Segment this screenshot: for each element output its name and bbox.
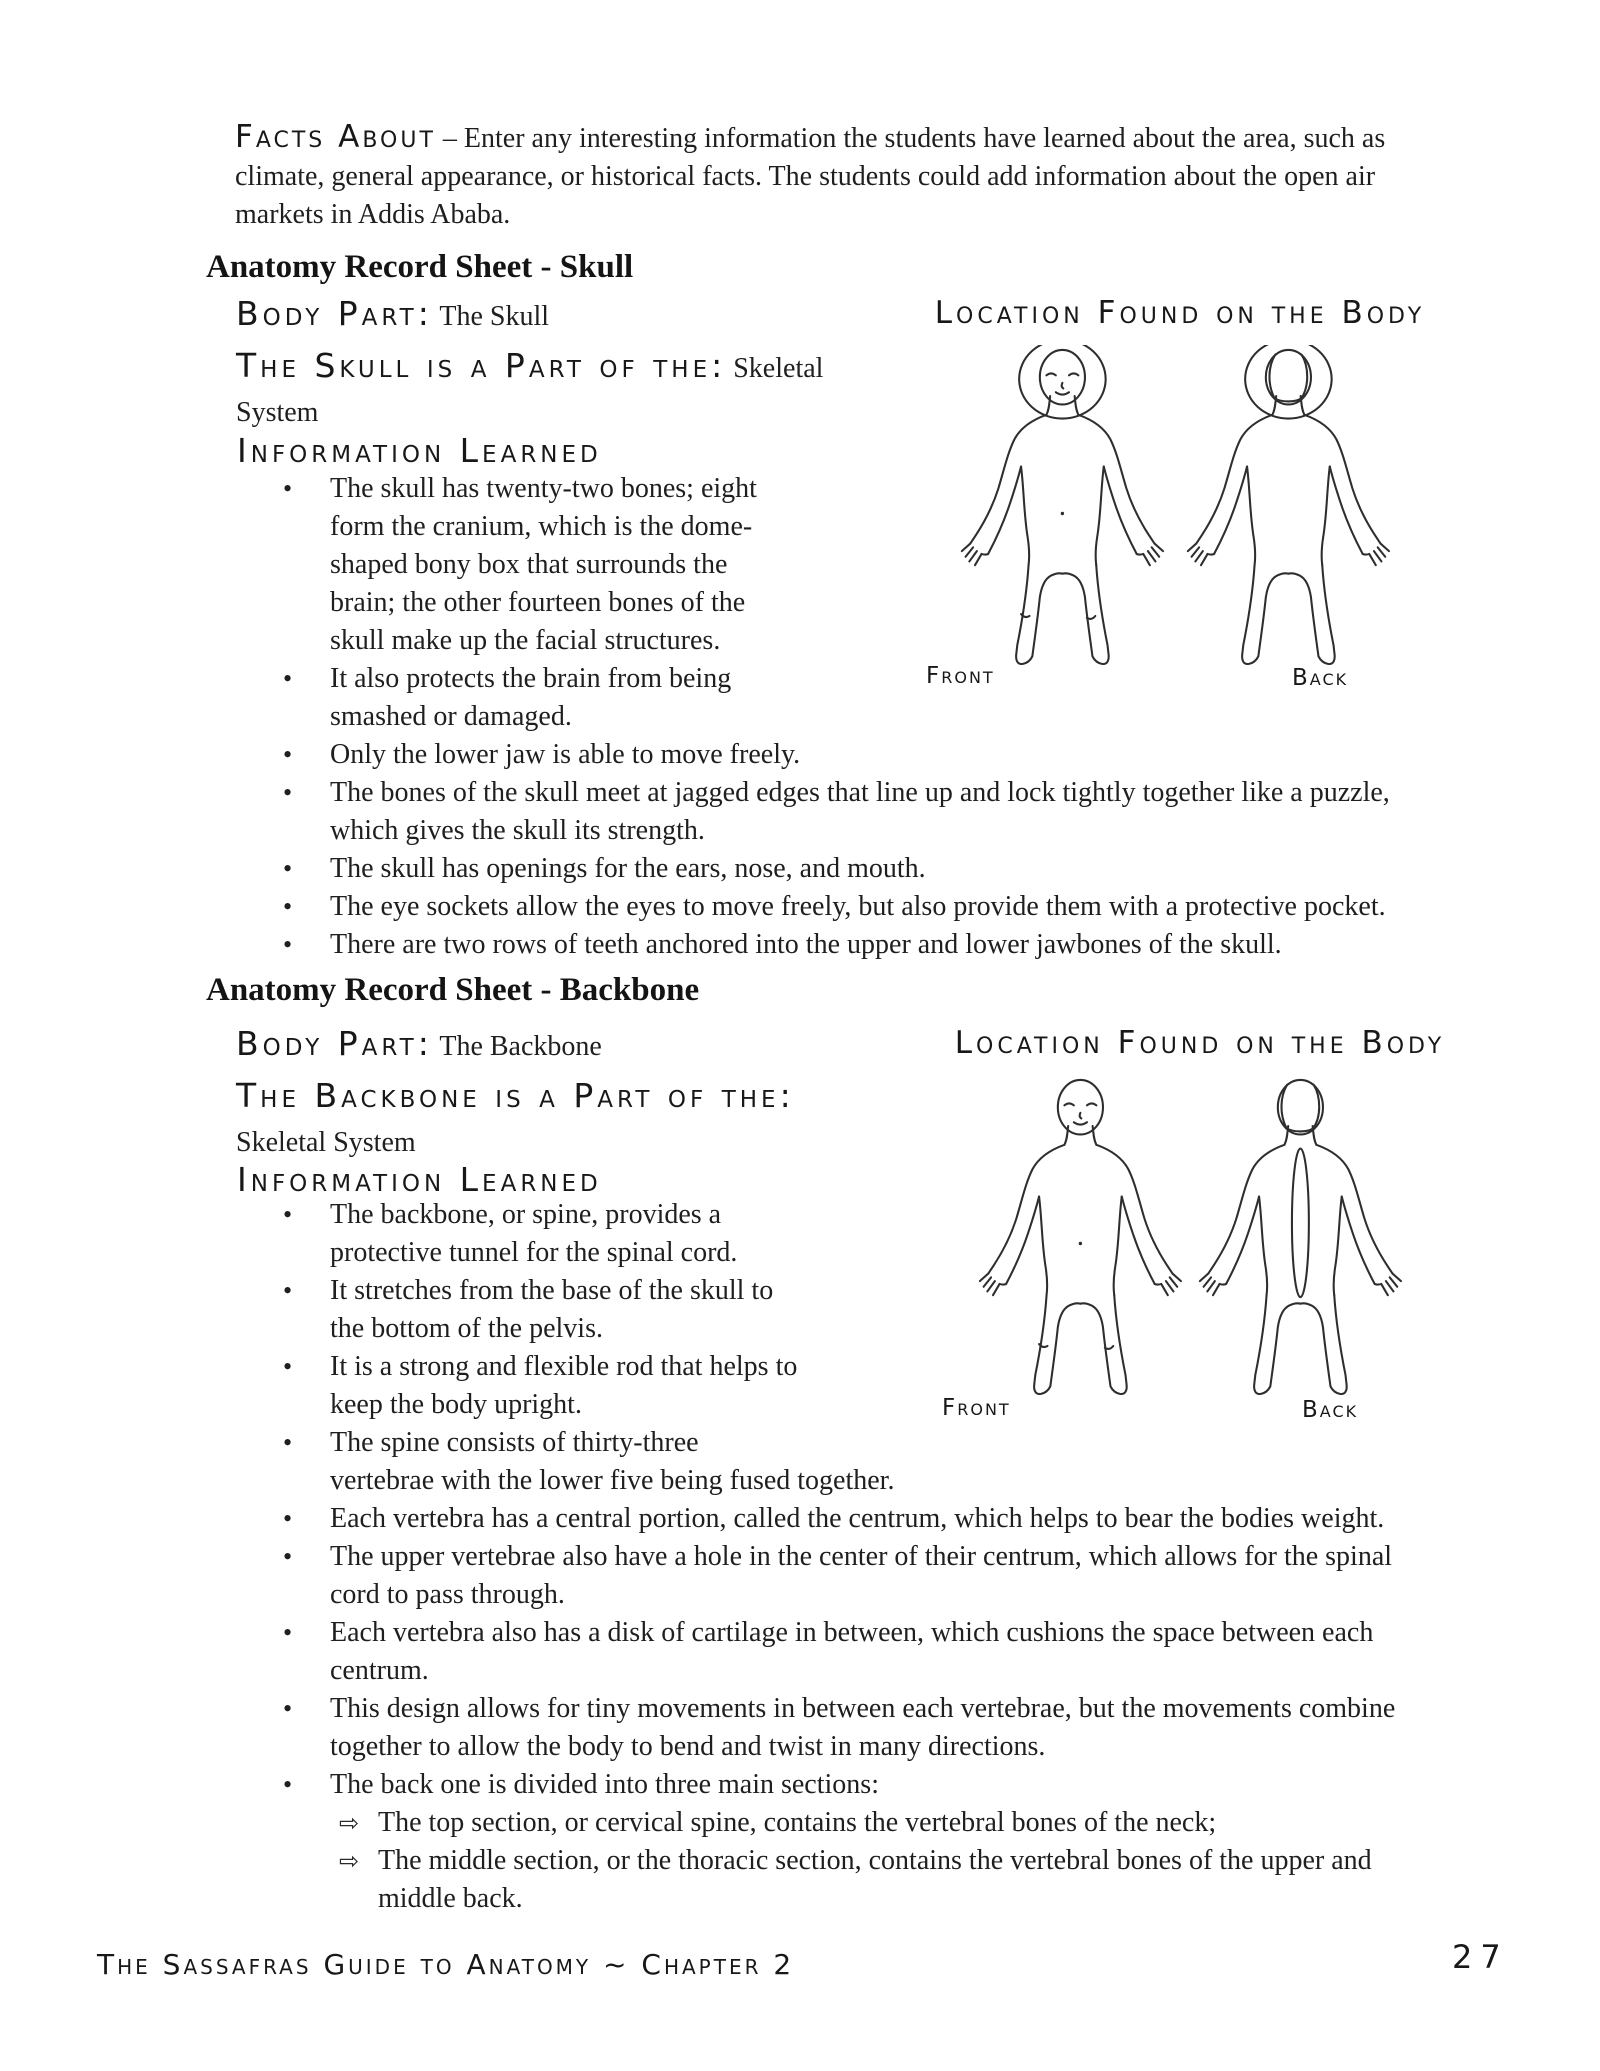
body-front-figure (962, 345, 1163, 664)
body-back-figure (1200, 1080, 1401, 1394)
bullet-icon: • (283, 1770, 293, 1799)
body-outline-drawing (880, 345, 1480, 685)
body-part-line (236, 294, 549, 333)
section-heading-backbone: Anatomy Record Sheet - Backbone (206, 972, 700, 1008)
skull-location-figure (880, 295, 1480, 715)
part-of-label: The Skull is a Part of the: (236, 346, 727, 385)
list-item: • Only the lower jaw is able to move freely. (283, 736, 1563, 774)
bullet-icon: • (283, 778, 293, 807)
list-item: • The eye sockets allow the eyes to move freely, but also provide them with a protective pocket. (283, 888, 1563, 926)
list-item: • The upper vertebrae also have a hole in the center of their centrum, which allows for the spinal cord to pass through. (283, 1538, 1563, 1614)
facts-about-paragraph (235, 118, 1475, 234)
list-item: • The back one is divided into three main sections: (283, 1766, 1563, 1804)
facts-line: markets in Addis Ababa. (235, 199, 511, 230)
skull-highlight-circle (1245, 345, 1331, 419)
part-of-label: The Backbone is a Part of the: (236, 1076, 795, 1115)
list-item: • The spine consists of thirty-three vertebrae with the lower five being fused together. (283, 1424, 1563, 1500)
list-item: • Each vertebra also has a disk of cartilage in between, which cushions the space between each centrum. (283, 1614, 1563, 1690)
list-item: • This design allows for tiny movements in between each vertebrae, but the movements combine together to allow the body to bend and twist in many directions. (283, 1690, 1563, 1766)
sub-list-item: ⇨ The middle section, or the thoracic section, contains the vertebral bones of the upper and middle back. (339, 1842, 1563, 1918)
back-label: Back (1302, 1397, 1359, 1423)
list-item: • It also protects the brain from being smashed or damaged. (283, 660, 1563, 736)
body-part-label: Body Part: (236, 1024, 433, 1063)
arrow-bullet-icon: ⇨ (339, 1809, 360, 1837)
body-part-label: Body Part: (236, 294, 433, 333)
facts-line (235, 118, 1475, 158)
figure-title: Location Found on the Body (934, 295, 1426, 331)
body-outline-drawing (900, 1075, 1500, 1415)
list-item: • The bones of the skull meet at jagged edges that line up and lock tightly together like a puzzle, which gives the skull its strength. (283, 774, 1563, 850)
body-back-figure (1188, 345, 1389, 664)
part-of-value: Skeletal (733, 353, 824, 384)
bullet-icon: • (283, 1618, 293, 1647)
spine-highlight (1292, 1149, 1309, 1298)
list-item: • It stretches from the base of the skull to the bottom of the pelvis. (283, 1272, 1563, 1348)
page-number: 27 (1452, 1938, 1509, 1976)
part-of-heading (236, 344, 823, 435)
information-learned-heading: Information Learned (237, 1160, 602, 1199)
body-part-value: The Skull (439, 301, 550, 332)
bullet-icon: • (283, 1542, 293, 1571)
bullet-icon: • (283, 1200, 293, 1229)
bullet-icon: • (283, 1276, 293, 1305)
body-front-figure (980, 1080, 1181, 1394)
bullet-icon: • (283, 892, 293, 921)
facts-text: – Enter any interesting information the students have learned about the area, such as (442, 123, 1386, 154)
bullet-icon: • (283, 1504, 293, 1533)
skull-highlight-circle (1019, 345, 1105, 419)
front-label: Front (926, 663, 995, 689)
list-item: • The backbone, or spine, provides a protective tunnel for the spinal cord. (283, 1196, 1563, 1272)
facts-about-label: Facts About (235, 119, 436, 155)
front-label: Front (942, 1395, 1011, 1421)
bullet-icon: • (283, 740, 293, 769)
list-item: • There are two rows of teeth anchored into the upper and lower jawbones of the skull. (283, 926, 1563, 964)
sub-list-item: ⇨ The top section, or cervical spine, contains the vertebral bones of the neck; (339, 1804, 1563, 1842)
list-item: • It is a strong and flexible rod that helps to keep the body upright. (283, 1348, 1563, 1424)
arrow-bullet-icon: ⇨ (339, 1847, 360, 1875)
back-label: Back (1292, 665, 1349, 691)
body-part-line (236, 1024, 602, 1063)
information-learned-heading: Information Learned (237, 431, 602, 470)
bullet-icon: • (283, 854, 293, 883)
bullet-icon: • (283, 474, 293, 503)
section-heading-skull: Anatomy Record Sheet - Skull (206, 249, 634, 285)
part-of-value: System (236, 397, 319, 428)
facts-line: climate, general appearance, or historical facts. The students could add information about the open air (235, 161, 1376, 192)
part-of-heading (236, 1074, 795, 1165)
figure-title: Location Found on the Body (954, 1025, 1446, 1061)
list-item: • Each vertebra has a central portion, called the centrum, which helps to bear the bodies weight. (283, 1500, 1563, 1538)
bullet-icon: • (283, 1352, 293, 1381)
backbone-location-figure (900, 1025, 1500, 1445)
body-part-value: The Backbone (439, 1031, 602, 1062)
list-item: • The skull has twenty-two bones; eight form the cranium, which is the dome- shaped bony box that surrounds the brain; the other fourteen bones of the skull make up the facial structures. (283, 470, 1563, 660)
list-item: • The skull has openings for the ears, nose, and mouth. (283, 850, 1563, 888)
part-of-value: Skeletal System (236, 1127, 416, 1158)
bullet-icon: • (283, 930, 293, 959)
footer-book-title: The Sassafras Guide to Anatomy ~ Chapter 2 (97, 1948, 795, 1981)
bullet-icon: • (283, 664, 293, 693)
bullet-icon: • (283, 1694, 293, 1723)
bullet-icon: • (283, 1428, 293, 1457)
